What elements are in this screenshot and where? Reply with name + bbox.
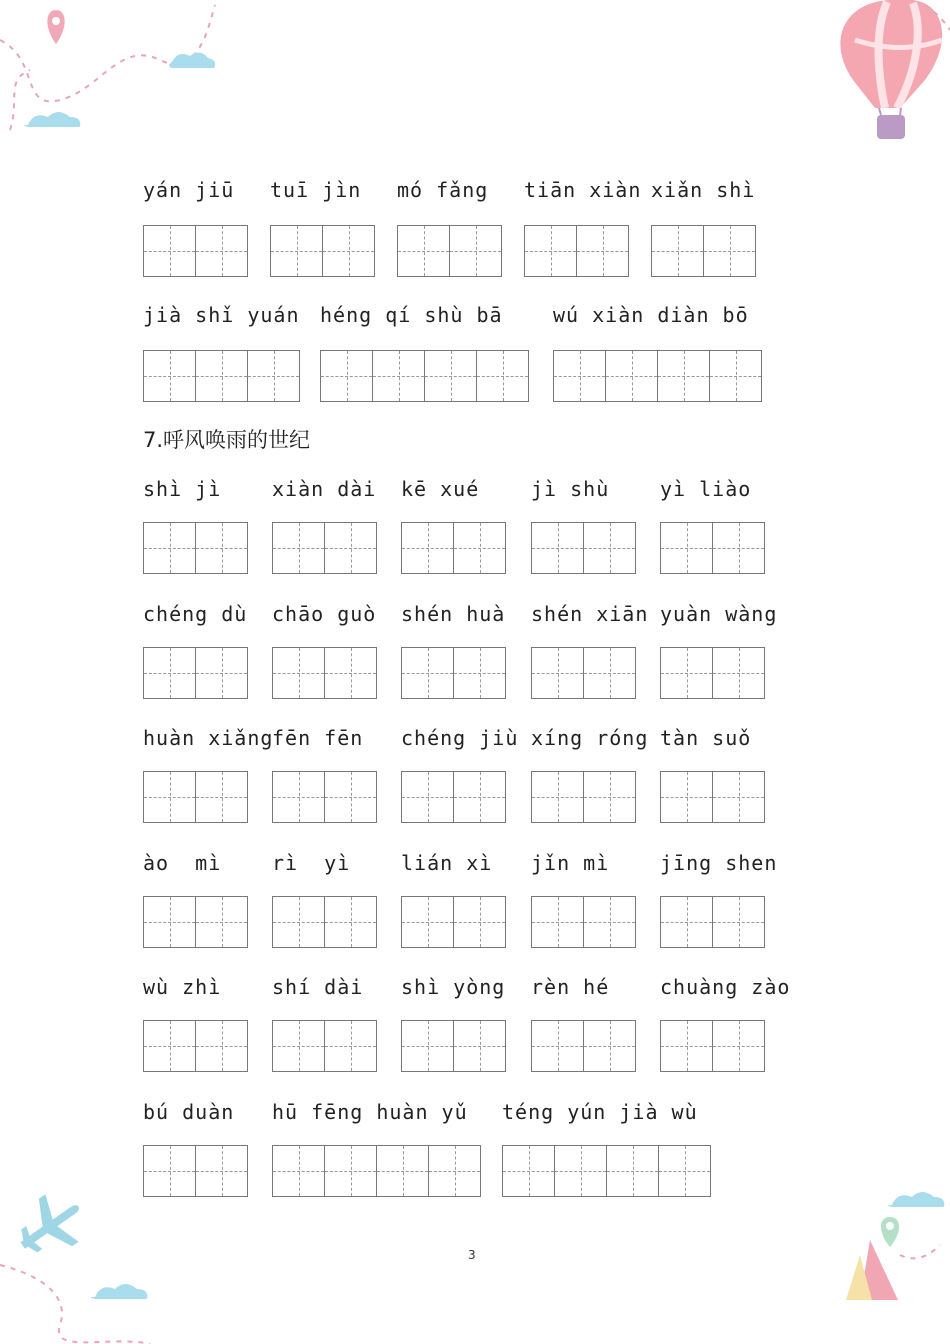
character-box[interactable] [661,1021,713,1071]
pinyin-label: ào mì [143,851,222,875]
character-box[interactable] [584,523,635,573]
writing-grid[interactable] [272,1145,481,1197]
writing-grid[interactable] [401,647,506,699]
character-box[interactable] [532,772,584,822]
writing-grid[interactable] [143,771,248,823]
pinyin-label: téng yún jià wù [502,1100,698,1124]
writing-grid[interactable] [272,896,377,948]
character-box[interactable] [325,648,376,698]
character-box[interactable] [713,772,764,822]
pinyin-label: yán jiū [143,178,235,202]
character-box[interactable] [325,1146,377,1196]
character-box[interactable] [577,226,628,276]
character-box[interactable] [429,1146,480,1196]
character-box[interactable] [273,523,325,573]
pinyin-label: xiàn dài [272,477,377,501]
character-box[interactable] [196,648,247,698]
writing-grid[interactable] [531,647,636,699]
pinyin-label: chāo guò [272,602,377,626]
character-box[interactable] [273,897,325,947]
character-box[interactable] [325,523,376,573]
pinyin-label: shí dài [272,975,364,999]
character-box[interactable] [144,226,196,276]
writing-grid[interactable] [660,896,765,948]
character-box[interactable] [713,648,764,698]
character-box[interactable] [713,523,764,573]
character-box[interactable] [325,1021,376,1071]
decor-bottom-left [0,1185,200,1344]
character-box[interactable] [271,226,323,276]
section-title: 7.呼风唤雨的世纪 [143,428,311,452]
character-box[interactable] [402,523,454,573]
character-box[interactable] [398,226,450,276]
writing-grid[interactable] [531,522,636,574]
pinyin-label: huàn xiǎng [143,726,274,750]
writing-grid[interactable] [143,225,248,277]
pinyin-label: shén xiān [531,602,649,626]
pinyin-label: shì yòng [401,975,506,999]
character-box[interactable] [144,897,196,947]
pinyin-label: chéng dù [143,602,248,626]
writing-grid[interactable] [502,1145,711,1197]
character-box[interactable] [532,1021,584,1071]
character-box[interactable] [584,1021,635,1071]
character-box[interactable] [525,226,577,276]
character-box[interactable] [196,897,247,947]
decor-bottom-right [830,1185,950,1344]
writing-grid[interactable] [660,522,765,574]
character-box[interactable] [454,897,505,947]
page-number: 3 [468,1248,476,1262]
pinyin-label: jīng shen [660,851,778,875]
character-box[interactable] [196,1021,247,1071]
writing-grid[interactable] [401,522,506,574]
pinyin-label: kē xué [401,477,480,501]
character-box[interactable] [713,897,764,947]
pinyin-label: xíng róng [531,726,649,750]
pinyin-label: xiǎn shì [651,178,756,202]
pinyin-label: hū fēng huàn yǔ [272,1100,468,1124]
character-box[interactable] [607,1146,659,1196]
writing-grid[interactable] [660,771,765,823]
pinyin-label: mó fǎng [397,178,489,202]
character-box[interactable] [402,897,454,947]
character-box[interactable] [273,772,325,822]
writing-grid[interactable] [524,225,629,277]
character-box[interactable] [532,897,584,947]
hot-air-balloon-icon [805,0,950,150]
writing-grid[interactable] [143,896,248,948]
character-box[interactable] [196,1146,247,1196]
character-box[interactable] [144,648,196,698]
writing-grid[interactable] [143,647,248,699]
character-box[interactable] [652,226,704,276]
pinyin-label: bú duàn [143,1100,235,1124]
character-box[interactable] [606,351,658,401]
writing-grid[interactable] [401,771,506,823]
pinyin-label: chuàng zào [660,975,791,999]
character-box[interactable] [325,772,376,822]
pinyin-label: rì yì [272,851,351,875]
writing-grid[interactable] [272,522,377,574]
character-box[interactable] [321,351,373,401]
character-box[interactable] [196,351,248,401]
character-box[interactable] [144,772,196,822]
writing-grid[interactable] [272,647,377,699]
character-box[interactable] [144,523,196,573]
character-box[interactable] [425,351,477,401]
pinyin-label: rèn hé [531,975,610,999]
character-box[interactable] [144,1021,196,1071]
pinyin-label: shì jì [143,477,222,501]
writing-grid[interactable] [397,225,502,277]
character-box[interactable] [555,1146,607,1196]
character-box[interactable] [273,1021,325,1071]
character-box[interactable] [196,523,247,573]
character-box[interactable] [584,772,635,822]
pinyin-label: jià shǐ yuán [143,303,300,327]
pinyin-label: jǐn mì [531,851,610,875]
character-box[interactable] [713,1021,764,1071]
character-box[interactable] [532,523,584,573]
writing-grid[interactable] [553,350,762,402]
character-box[interactable] [450,226,501,276]
writing-grid[interactable] [531,771,636,823]
character-box[interactable] [658,351,710,401]
writing-grid[interactable] [143,1145,248,1197]
writing-grid[interactable] [143,522,248,574]
character-box[interactable] [144,351,196,401]
writing-grid[interactable] [660,1020,765,1072]
pinyin-label: tiān xiàn [524,178,642,202]
character-box[interactable] [661,523,713,573]
writing-grid[interactable] [320,350,529,402]
writing-grid[interactable] [270,225,375,277]
character-box[interactable] [402,648,454,698]
character-box[interactable] [377,1146,429,1196]
character-box[interactable] [661,648,713,698]
character-box[interactable] [402,772,454,822]
character-box[interactable] [325,897,376,947]
character-box[interactable] [661,897,713,947]
character-box[interactable] [248,351,299,401]
writing-grid[interactable] [272,1020,377,1072]
character-box[interactable] [454,1021,505,1071]
writing-grid[interactable] [143,350,300,402]
character-box[interactable] [661,772,713,822]
pinyin-label: chéng jiù [401,726,519,750]
pinyin-label: jì shù [531,477,610,501]
character-box[interactable] [373,351,425,401]
character-box[interactable] [584,648,635,698]
writing-grid[interactable] [401,896,506,948]
character-box[interactable] [704,226,755,276]
character-box[interactable] [144,1146,196,1196]
pinyin-label: yuàn wàng [660,602,778,626]
pinyin-label: wù zhì [143,975,222,999]
character-box[interactable] [710,351,761,401]
pinyin-label: tàn suǒ [660,726,752,750]
decor-top-left [0,0,230,150]
character-box[interactable] [659,1146,710,1196]
pinyin-label: fēn fēn [272,726,364,750]
character-box[interactable] [273,648,325,698]
character-box[interactable] [454,523,505,573]
pinyin-label: shén huà [401,602,506,626]
writing-grid[interactable] [531,896,636,948]
character-box[interactable] [454,772,505,822]
character-box[interactable] [196,772,247,822]
character-box[interactable] [273,1146,325,1196]
pinyin-label: wú xiàn diàn bō [553,303,749,327]
writing-grid[interactable] [531,1020,636,1072]
character-box[interactable] [584,897,635,947]
writing-grid[interactable] [272,771,377,823]
pinyin-label: tuī jìn [270,178,362,202]
character-box[interactable] [532,648,584,698]
pinyin-label: héng qí shù bā [320,303,503,327]
character-box[interactable] [196,226,247,276]
character-box[interactable] [323,226,374,276]
character-box[interactable] [402,1021,454,1071]
pinyin-label: lián xì [401,851,493,875]
pinyin-label: yì liào [660,477,752,501]
writing-grid[interactable] [660,647,765,699]
character-box[interactable] [503,1146,555,1196]
writing-grid[interactable] [401,1020,506,1072]
writing-grid[interactable] [143,1020,248,1072]
character-box[interactable] [477,351,528,401]
character-box[interactable] [554,351,606,401]
writing-grid[interactable] [651,225,756,277]
character-box[interactable] [454,648,505,698]
